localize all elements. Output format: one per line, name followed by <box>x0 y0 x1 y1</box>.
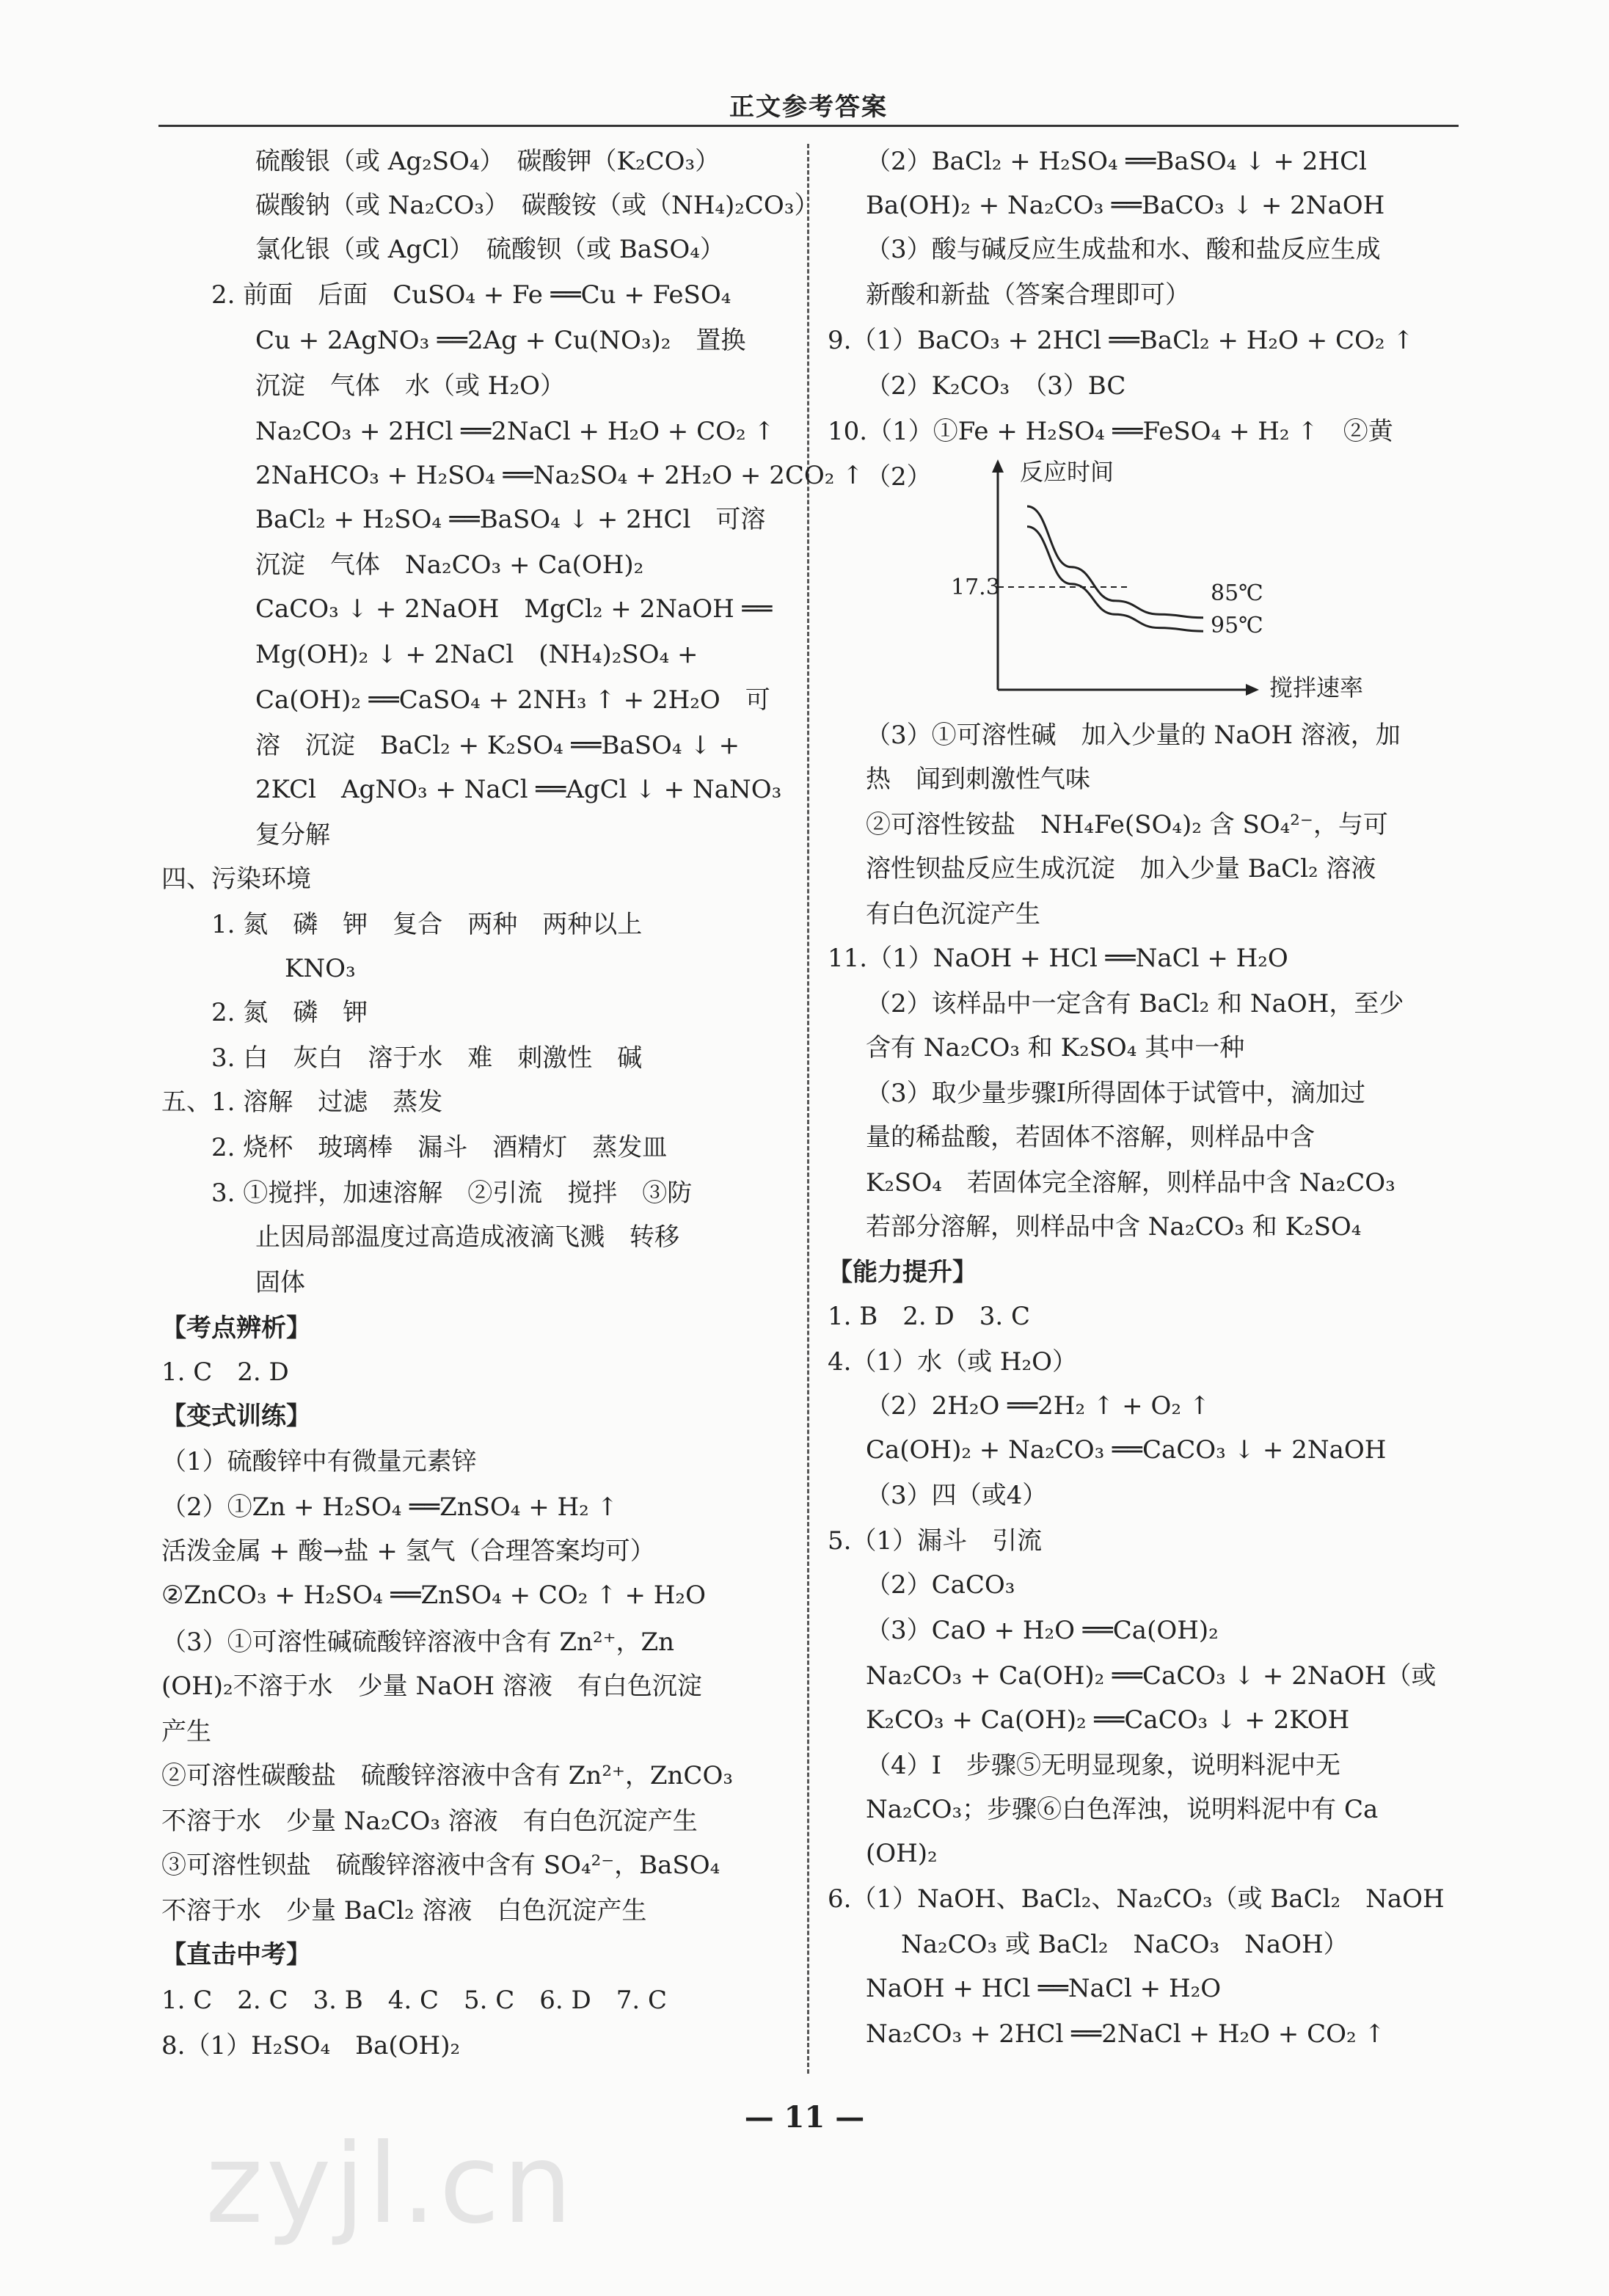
answer-line: 1. C 2. C 3. B 4. C 5. C 6. D 7. C <box>161 1986 668 2015</box>
section-heading: 【能力提升】 <box>828 1258 977 1287</box>
answer-line: (OH)₂不溶于水 少量 NaOH 溶液 有白色沉淀 <box>161 1672 702 1701</box>
answer-line: 硫酸银（或 Ag₂SO₄） 碳酸钾（K₂CO₃） <box>255 147 720 176</box>
answer-line: 固体 <box>255 1268 305 1297</box>
answer-line: Na₂CO₃ + 2HCl ══2NaCl + H₂O + CO₂ ↑ <box>866 2019 1385 2049</box>
answer-line: ③可溶性钡盐 硫酸锌溶液中含有 SO₄²⁻，BaSO₄ <box>161 1851 720 1880</box>
answer-line: Na₂CO₃ + 2HCl ══2NaCl + H₂O + CO₂ ↑ <box>255 417 775 446</box>
answer-line: 6.（1）NaOH、BaCl₂、Na₂CO₃（或 BaCl₂ NaOH <box>828 1884 1445 1914</box>
answer-line: 1. C 2. D <box>161 1357 289 1387</box>
page-header <box>158 87 1459 127</box>
y-axis-arrow <box>992 459 1004 473</box>
answer-line: 活泼金属 + 酸→盐 + 氢气（合理答案均可） <box>161 1537 655 1566</box>
answer-line: 3. ①搅拌，加速溶解 ②引流 搅拌 ③防 <box>211 1178 693 1208</box>
answer-line: （3）CaO + H₂O ══Ca(OH)₂ <box>866 1616 1219 1645</box>
answer-line: KNO₃ <box>285 954 356 983</box>
answer-line: （3）①可溶性碱 加入少量的 NaOH 溶液，加 <box>866 721 1401 750</box>
answer-line: 3. 白 灰白 溶于水 难 刺激性 碱 <box>211 1043 643 1073</box>
answer-line: 11.（1）NaOH + HCl ══NaCl + H₂O <box>828 944 1288 973</box>
section-heading: 【变式训练】 <box>161 1402 311 1431</box>
answer-line: 2KCl AgNO₃ + NaCl ══AgCl ↓ + NaNO₃ <box>255 775 782 804</box>
answer-line: 2NaHCO₃ + H₂SO₄ ══Na₂SO₄ + 2H₂O + 2CO₂ ↑ <box>255 461 864 490</box>
answer-line: Cu + 2AgNO₃ ══2Ag + Cu(NO₃)₂ 置换 <box>255 326 746 355</box>
answer-line: CaCO₃ ↓ + 2NaOH MgCl₂ + 2NaOH ══ <box>255 594 773 624</box>
answer-line: ②可溶性碳酸盐 硫酸锌溶液中含有 Zn²⁺，ZnCO₃ <box>161 1761 733 1790</box>
answer-line: ②ZnCO₃ + H₂SO₄ ══ZnSO₄ + CO₂ ↑ + H₂O <box>161 1581 706 1610</box>
answer-line: 氯化银（或 AgCl） 硫酸钡（或 BaSO₄） <box>255 235 725 264</box>
answer-line: Na₂CO₃ 或 BaCl₂ NaCO₃ NaOH） <box>901 1930 1349 1959</box>
watermark <box>205 2121 575 2248</box>
answer-line: （3）酸与碱反应生成盐和水、酸和盐反应生成 <box>866 235 1381 264</box>
answer-line: （3）①可溶性碱硫酸锌溶液中含有 Zn²⁺，Zn <box>161 1628 675 1657</box>
answer-line: 沉淀 气体 Na₂CO₃ + Ca(OH)₂ <box>255 550 644 580</box>
y-axis-label: 反应时间 <box>1020 458 1114 486</box>
column-divider <box>807 144 809 2074</box>
answer-line: （3）四（或4） <box>866 1481 1048 1510</box>
answer-line: 不溶于水 少量 Na₂CO₃ 溶液 有白色沉淀产生 <box>161 1807 698 1836</box>
series-85C-line <box>1027 506 1203 618</box>
answer-line: （1）硫酸锌中有微量元素锌 <box>161 1447 477 1476</box>
answer-line: Ba(OH)₂ + Na₂CO₃ ══BaCO₃ ↓ + 2NaOH <box>866 191 1385 220</box>
answer-line: 10.（1）①Fe + H₂SO₄ ══FeSO₄ + H₂ ↑ ②黄 <box>828 417 1393 446</box>
answer-line: （2）该样品中一定含有 BaCl₂ 和 NaOH，至少 <box>866 989 1404 1018</box>
x-axis-label: 搅拌速率 <box>1269 674 1364 701</box>
section-heading: 【考点辨析】 <box>161 1313 311 1343</box>
answer-line: 含有 Na₂CO₃ 和 K₂SO₄ 其中一种 <box>866 1033 1245 1063</box>
answer-line: Ca(OH)₂ ══CaSO₄ + 2NH₃ ↑ + 2H₂O 可 <box>255 685 770 715</box>
answer-line: （2）BaCl₂ + H₂SO₄ ══BaSO₄ ↓ + 2HCl <box>866 147 1367 176</box>
answer-line: （3）取少量步骤Ⅰ所得固体于试管中，滴加过 <box>866 1079 1366 1108</box>
answer-line: Mg(OH)₂ ↓ + 2NaCl (NH₄)₂SO₄ + <box>255 640 698 669</box>
answer-line: 1. 氮 磷 钾 复合 两种 两种以上 <box>211 910 643 939</box>
answer-line: 9.（1）BaCO₃ + 2HCl ══BaCl₂ + H₂O + CO₂ ↑ <box>828 326 1414 355</box>
answer-line: 沉淀 气体 水（或 H₂O） <box>255 371 565 401</box>
answer-line: 碳酸钠（或 Na₂CO₃） 碳酸铵（或（NH₄)₂CO₃） <box>255 191 820 220</box>
answer-line: 量的稀盐酸，若固体不溶解，则样品中含 <box>866 1123 1315 1152</box>
page-number: — 11 — <box>744 2100 865 2135</box>
section-heading: 四、污染环境 <box>161 864 311 894</box>
answer-line: 复分解 <box>255 820 330 850</box>
answer-line: 产生 <box>161 1717 211 1746</box>
answer-line: 热 闻到刺激性气味 <box>866 765 1090 794</box>
answer-line: 若部分溶解，则样品中含 Na₂CO₃ 和 K₂SO₄ <box>866 1212 1362 1242</box>
page-header-title: 正文参考答案 <box>729 92 888 122</box>
answer-line: 不溶于水 少量 BaCl₂ 溶液 白色沉淀产生 <box>161 1896 647 1925</box>
answer-line: 4.（1）水（或 H₂O） <box>828 1347 1078 1377</box>
answer-line: 2. 前面 后面 CuSO₄ + Fe ══Cu + FeSO₄ <box>211 280 731 310</box>
reference-value-label: 17.3 <box>951 575 1000 600</box>
answer-line: 有白色沉淀产生 <box>866 900 1040 929</box>
answer-line: 5.（1）漏斗 引流 <box>828 1526 1043 1556</box>
chart-part-label: （2） <box>866 462 932 492</box>
answer-line: 溶 沉淀 BaCl₂ + K₂SO₄ ══BaSO₄ ↓ + <box>255 731 740 760</box>
watermark-text: zyjl.cn <box>205 2121 576 2248</box>
answer-line: K₂CO₃ + Ca(OH)₂ ══CaCO₃ ↓ + 2KOH <box>866 1705 1350 1735</box>
section-heading: 【直击中考】 <box>161 1940 311 1969</box>
section-heading: 五、1. 溶解 过滤 蒸发 <box>161 1087 443 1117</box>
series-85C-label: 85℃ <box>1211 580 1263 606</box>
answer-line: Na₂CO₃；步骤⑥白色浑浊，说明料泥中有 Ca <box>866 1795 1379 1824</box>
answer-line: 8.（1）H₂SO₄ Ba(OH)₂ <box>161 2031 461 2060</box>
answer-line: Na₂CO₃ + Ca(OH)₂ ══CaCO₃ ↓ + 2NaOH（或 <box>866 1661 1437 1691</box>
answer-line: ②可溶性铵盐 NH₄Fe(SO₄)₂ 含 SO₄²⁻，与可 <box>866 810 1388 839</box>
reaction-time-chart <box>910 455 1394 704</box>
answer-line: （4）Ⅰ 步骤⑤无明显现象，说明料泥中无 <box>866 1751 1341 1780</box>
answer-line: Ca(OH)₂ + Na₂CO₃ ══CaCO₃ ↓ + 2NaOH <box>866 1435 1387 1465</box>
answer-line: 2. 烧杯 玻璃棒 漏斗 酒精灯 蒸发皿 <box>211 1133 668 1162</box>
answer-line: 2. 氮 磷 钾 <box>211 998 368 1027</box>
answer-line: （2）①Zn + H₂SO₄ ══ZnSO₄ + H₂ ↑ <box>161 1493 619 1522</box>
x-axis-arrow <box>1246 684 1259 696</box>
answer-line: BaCl₂ + H₂SO₄ ══BaSO₄ ↓ + 2HCl 可溶 <box>255 505 766 534</box>
answer-line: （2）K₂CO₃ （3）BC <box>866 371 1126 401</box>
answer-line: 溶性钡盐反应生成沉淀 加入少量 BaCl₂ 溶液 <box>866 854 1376 883</box>
answer-line: 1. B 2. D 3. C <box>828 1302 1031 1331</box>
answer-line: K₂SO₄ 若固体完全溶解，则样品中含 Na₂CO₃ <box>866 1168 1395 1198</box>
answer-line: （2）2H₂O ══2H₂ ↑ + O₂ ↑ <box>866 1391 1211 1421</box>
answer-line: （2）CaCO₃ <box>866 1570 1015 1600</box>
series-95C-label: 95℃ <box>1211 613 1263 638</box>
answer-line: 止因局部温度过高造成液滴飞溅 转移 <box>255 1222 679 1252</box>
answer-line: 新酸和新盐（答案合理即可） <box>866 280 1190 310</box>
answer-line: (OH)₂ <box>866 1839 938 1868</box>
answer-line: NaOH + HCl ══NaCl + H₂O <box>866 1974 1222 2003</box>
